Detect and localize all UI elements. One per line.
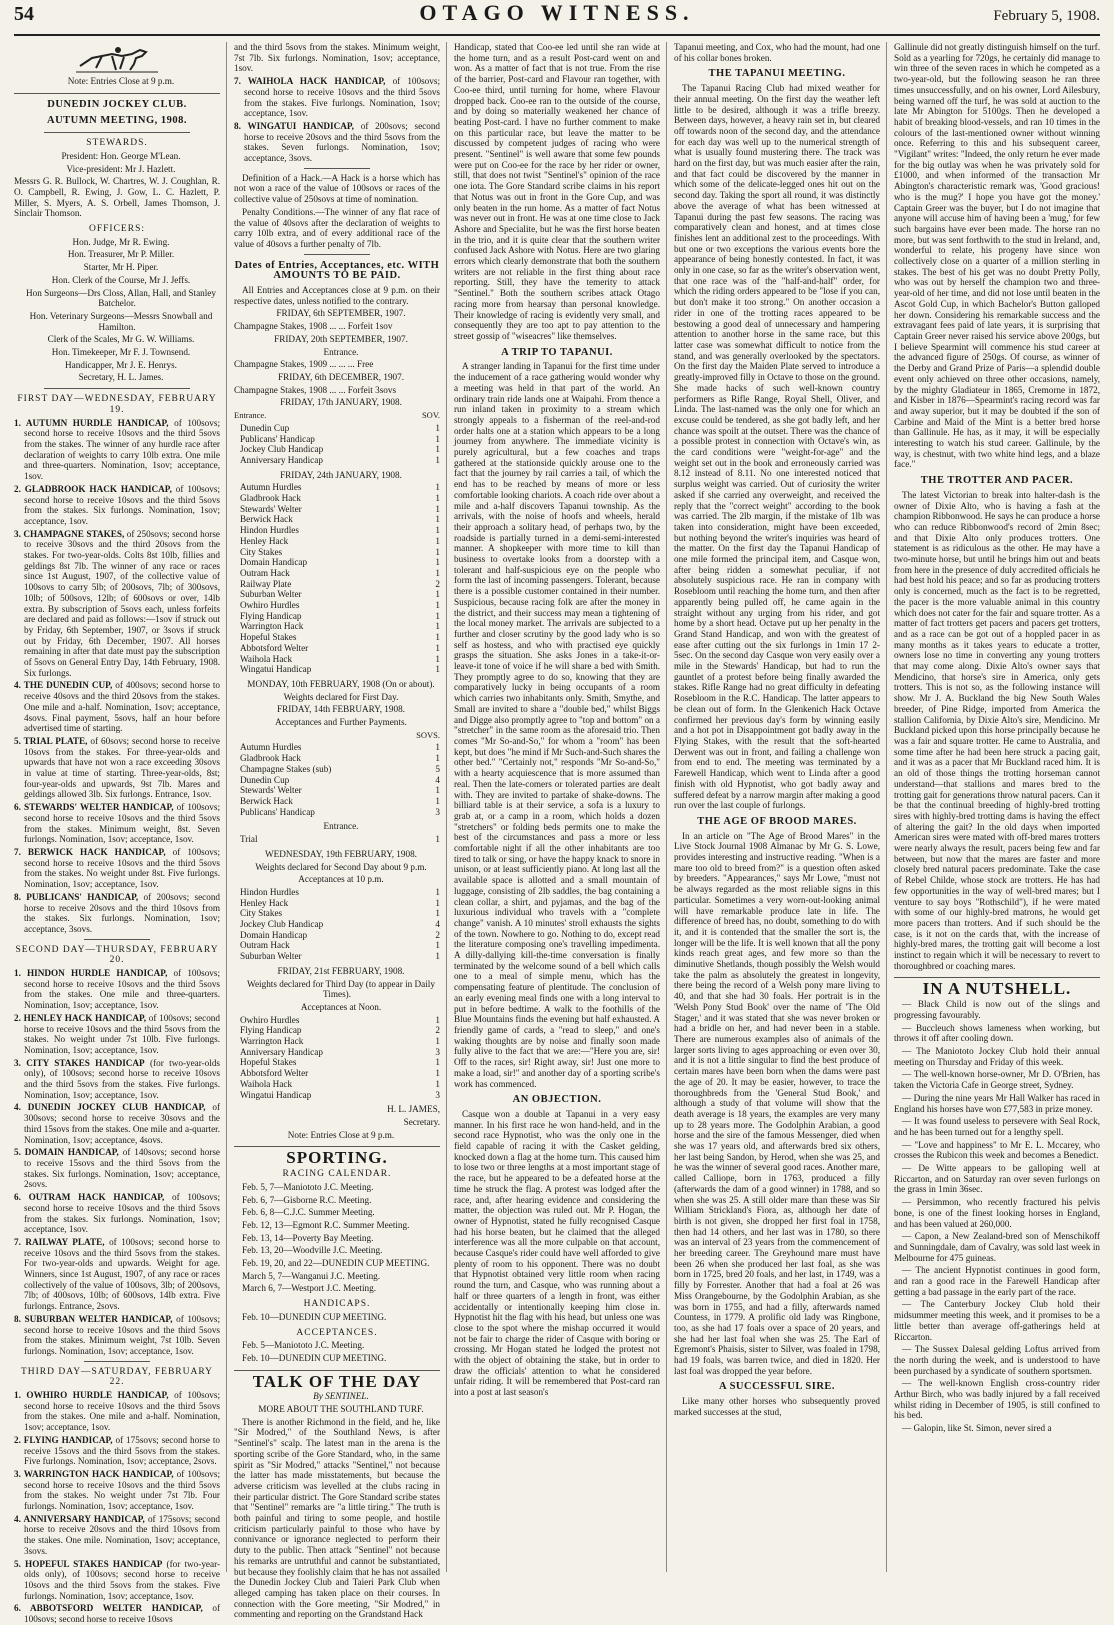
list-item: — The Sussex Dalesal gelding Loftus arrived from the north during the week, and is understood to have been purchased by a syndicate of southern sportsmen. (894, 1344, 1100, 1376)
article-subheading: MORE ABOUT THE SOUTHLAND TURF. (258, 1404, 424, 1415)
entry-row: Autumn Hurdles 1 (240, 482, 440, 493)
officer-line: Handicapper, Mr J. E. Henrys. (65, 359, 177, 370)
list-item: March 5, 7—Wanganui J.C. Meeting. (242, 1270, 381, 1281)
divider (304, 254, 370, 255)
entry-row: Publicans' Handicap 3 (240, 806, 440, 817)
date-line: Weights declared for Second Day about 9 p.m. (255, 861, 427, 872)
sporting-heading: SPORTING. (286, 1148, 388, 1168)
race-entry: 8. WINGATUI HANDICAP, of 200sovs; second horse to receive 20sovs and the third 5sovs from the stakes. Seven furlongs. Nomination, 1sov; acceptance, 3sovs. (234, 120, 441, 164)
officer-line: Clerk of the Scales, Mr G. W. Williams. (47, 334, 195, 345)
newspaper-title: OTAGO WITNESS. (419, 0, 695, 25)
race-entry: 7. BERWICK HACK HANDICAP, of 100sovs; second horse to receive 10sovs and the third 5sovs from the stakes. No weight under 8st. Five furlongs. Nomination, 1sov; acceptance, 1sov. (14, 847, 221, 890)
in-a-nutshell-heading: IN A NUTSHELL. (922, 979, 1072, 999)
list-item: Feb. 19, 20, and 22—DUNEDIN CUP MEETING. (242, 1258, 430, 1269)
list-item: — Persimmon, who recently fractured his pelvis bone, is one of the finest looking horses in England, and has been valued at 260,000. (894, 1197, 1100, 1229)
article-paragraph: The latest Victorian to break into halter-dash is the owner of Dixie Alto, who is having a fash at the champion Ribbonwood. He says he can produce a horse who can reduce Ribbonwood's record of 2min 8sec; and that Dixie Alto only produces trotters. One statement is as ridiculous as the other. He may have a two-minute horse, but until he brings him out and beats from here in the presence of duly accredited officials he had best hold his peace; and so far as producing trotters only is concerned, much as the fact is to be regretted, the pacer is the more valuable animal in this country which does not cater for the fair and square trotter. As a matter of fact trotters get pacers and pacers get trotters, and as a race can be got out of a hoppled pacer in as many months as it takes years to educate a trotter, owners lose no time in converting any young trotters that may come along. Dixie Alto's owner says that Mendicino, that horse's sire in America, only gets trotters. This is not so, as the following instance will show. Mr J. A. Buckland the big New South Wales breeder, of Pine Ridge, imported from America the stallion California, by Dixie Alto's sire, Mendicino. Mr Buckland picked upon this horse principally because he was a fair and square trotter. He came to Australia, and some time after he had been here struck a pacing gait, and it was as a pacer that Mr Buckland raced him. It is an old of those things the trotting horseman cannot understand—that stallions and mares bred to the trotting gait for generations throw natural pacers. Can it be that the continual breeding of highly-bred trotting sires with highly-bred trotting dams is having the effect of altering the gait? In the old days when imported American sires were mated with off-bred mares trotters were nearly always the result, pacers being few and far between, but now that the mares are faster and more closely bred natural pacers predominate. Take the case of Rebel Childe, whose stock are trotters. He has had few opportunities in the way of well-bred mares; but I venture to say boys "Rothschild"), if he were mated with some of our highly-bred matrons, he would get more pacers than trotters. And if such should be the case, is it not on the cards that, with the increase of highly-bred mares, the trotting gait will become a lost instinct to regain which it will be necessary to revert to thoroughbred or coaching mares. (894, 489, 1100, 971)
entry-row: Hindon Hurdles 1 (240, 886, 440, 897)
dates-intro: All Entries and Acceptances close at 9 p.m. on their respective dates, unless notified to the contrary. (234, 285, 440, 306)
entry-row: Hopeful Stakes 1 (240, 632, 440, 643)
race-entry: 8. SUBURBAN WELTER HANDICAP, of 100sovs; second horse to receive 10sovs and the third 5sovs from the stakes. Minimum weight, 7st 10lb. Seven furlongs. Nomination, 1sov; acceptance, 1sov. (14, 1313, 221, 1356)
entry-row: Outram Hack 1 (240, 940, 440, 951)
divider (234, 1146, 440, 1147)
list-item: — Buccleuch shows lameness when working, but throws it off after cooling down. (894, 1022, 1100, 1044)
list-item: — It was found useless to persevere with Seal Rock, and he has been turned out for a lengthy spell. (894, 1116, 1100, 1137)
entry-row: Suburban Welter 1 (240, 951, 440, 962)
article-paragraph: Tapanui meeting, and Cox, who had the mount, had one of his collar bones broken. (674, 42, 880, 63)
race-entry: 1. AUTUMN HURDLE HANDICAP, of 100sovs; second horse to receive 10sovs and the third 5sovs from the stakes. The winner of any hurdle race after declaration of weights to carry 10lb extra. One mile and three-quarters. Nomination, 1sov; acceptance, 1sov. (14, 417, 221, 482)
entry-row: Trial 1 (240, 834, 440, 845)
entry-row: Berwick Hack 1 (240, 514, 440, 525)
date-heading: FRIDAY, 21st FEBRUARY, 1908. (277, 965, 405, 976)
entry-row: Publicans' Handicap 1 (240, 433, 440, 444)
date-heading: MONDAY, 10th FEBRUARY, 1908 (On or about). (247, 678, 435, 689)
article-paragraph: Casque won a double at Tapanui in a very easy manner. In his first race he won hand-held, and in the second race Hypnotist, who was the only one in the field capable of racing it with the Casket gelding, knocked down a flag at the home turn. This caused him to lose two or three lengths at a most important stage of the race, but he appeared to be a defeated horse at the time he struck the flag. A protest was lodged after the race, and, after hearing evidence and considering the matter, the objection was ruled out. Mr P. Hogan, the owner of Hypnotist, stated he fully recognised Casque had his horse beaten, but he claimed that the alleged interference was all the more culpable on that account, because Casque's rider could have well afforded to give plenty of room to his opponent. There was no doubt that Hypnotist obtained very little room when racing round the turn, and Casque, who was running about a half or three quarters of a length in front, was either accidentally or intentionally keeping him close in. Hypnotist hit the flag with his head, but unless one was close to the spot where the mishap occurred it would not be fair to charge the rider of Casque with boring or crossing. Mr Hogan stated he lodged the protest not with the object of obtaining the stake, but in order to draw the officials' attention to what he considered unfair riding. It will be remembered that Post-card ran into a post at last season's (454, 1108, 660, 1398)
entry-row: Gladbrook Hack 1 (240, 753, 440, 764)
list-item: — Capon, a New Zealand-bred son of Menschikoff and Sunningdale, dam of Cavalry, was sold last week in Melbourne for 475 guineas. (894, 1231, 1100, 1263)
steward-line: Vice-president: Mr J. Hazlett. (66, 163, 176, 174)
race-entry: 2. HENLEY HACK HANDICAP, of 100sovs; second horse to receive 10sovs and the third 5sovs from the stakes. No weight under 7st 10lb. Five furlongs. Nomination, 1sov; acceptance, 1sov. (14, 1012, 220, 1055)
article-heading: THE AGE OF BROOD MARES. (697, 815, 857, 827)
steward-line: Messrs G. R. Bullock, W. Chartres, W. J. Coughlan, R. O. Campbell, R. Ewing, J. Gow, L. C. Hazlett, P. Miller, S. Myers, A. S. Orbell, James Thomson, J. Sinclair Thomson. (14, 176, 220, 219)
sov-header: SOV. (421, 410, 440, 421)
column-4 (674, 42, 887, 1572)
divider (234, 1370, 440, 1371)
date-heading: WEDNESDAY, 19th FEBRUARY, 1908. (265, 848, 417, 859)
steward-line: President: Hon. George M'Lean. (61, 150, 181, 161)
entry-row: Hopeful Stakes 1 (240, 1057, 440, 1068)
column-3 (454, 42, 667, 1572)
entry-row: Jockey Club Handicap 4 (240, 919, 440, 930)
article-paragraph: Like many other horses who subsequently proved marked successes at the stud, (674, 1396, 880, 1417)
divider (304, 168, 370, 169)
entry-row: Waihola Hack 1 (240, 653, 440, 664)
list-item: Feb. 12, 13—Egmont R.C. Summer Meeting. (242, 1219, 410, 1230)
sovs-header: SOVS. (416, 729, 440, 740)
entry-row: Suburban Welter 1 (240, 589, 440, 600)
entry-row: Dunedin Cup 4 (240, 774, 440, 785)
article-paragraph: The Tapanui Racing Club had mixed weather for their annual meeting. On the first day the weather left little to be desired, although it was a trifle breezy. Between days, however, a heavy rain set in, but cleared off towards noon of the second day, and the attendance for each day was well up to the numerical strength of what is usually found mustering there. The track was hard on the first day, but was much easier after the rain, and that fact could be discovered by the manner in which some of the delicate-legged ones hit out on the second day. Taking the sport all round, it was distinctly above the average of what has been witnessed at Tapanui during the past few seasons. The racing was comparatively clean and honest, and at times close finishes lent an additional zest to the proceedings. With but one or two exceptions the various events bore the appearance of being honestly contested. In fact, it was only in one case, so far as the writer's observation went, that one race was of the "half-and-half" order, for which the riding orders appeared to be "lose if you can, but don't make it too strong." On another occasion a rider in one of the trotting races appeared to be bestowing a good deal of unnecessary and hampering attention to another horse in the same race, but this latter case was somewhat difficult to notice from the stand, and was generally overlooked by the spectators. On the first day the Maiden Plate served to introduce a greatly-improved filly in Octave to those on the ground. She made hacks of such well-known country performers as Rifle Range, Royal Shell, Oliver, and Linda. The last-named was the only one for which an excuse could be tendered, as she got badly left, and her chance was spoilt at the outset. There was the chance of a possible protest in connection with Octave's win, as the card conditions were "weight-for-age" and the weight set out in the book and erroneously carried was 8.12 instead of 8.11. No one interested noticed that surplus weight was carried. Out of curiosity the writer asked if she carried any overweight, and received the reply that the "correct weight" according to the book was carried. The 2lb margin, if the mistake of 1lb was taken into consideration, might have been exceeded, but nothing beyond the writer's inquiries was heard of the matter. On the first day the Tapanui Handicap of one mile formed the principal item, and Casque won, after being ridden a somewhat peculiar, if not absolutely suspicious race. He ran in company with Rosebloom until reaching the home turn, and then after apparently being pulled off, he came again in the straight without any urging from his rider, and got home by a short head. Octave put up her penalty in the Grand Stand Handicap, and won with the greatest of ease after cutting out the six furlongs in 1min 17 2-5sec. On the second day Casque won very easily over a mile in the Stewards' Handicap, but had to run the gauntlet of a protest before being finally awarded the stakes. Rifle Range had no great difficulty in defeating Rosebloom in the R.C. Handicap. The latter appears to be clean out of form. In the Glenkenich Hack Octave confirmed her previous day's form by winning easily and a hot pot in Disappointment got badly away in the Flying Stakes, with the result that the soft-hearted Derwent was out in front, and failing a challenge won from end to end. The meeting was terminated by a Farewell Handicap, which went to Linda after a good finish with old Hypnotist, who got badly away and suffered defeat by a narrow margin after making a good run over the last couple of furlongs. (674, 83, 880, 811)
hack-definition: Definition of a Hack.—A Hack is a horse which has not won a race of the value of 100sovs or races of the collective value of 250sovs at time of nomination. (234, 172, 440, 205)
list-item: — The well-known horse-owner, Mr D. O'Brien, has taken the Victoria Cafe in George street, Sydney. (894, 1069, 1100, 1091)
day1-heading: FIRST DAY—WEDNESDAY, FEBRUARY 19. (17, 394, 217, 415)
race-entry: 2. GLADBROOK HACK HANDICAP, of 100sovs; second horse to receive 10sovs and the third 5sovs from the stakes. Six furlongs. Nomination, 1sov; acceptance, 1sov. (14, 483, 221, 526)
date-heading: FRIDAY, 14th FEBRUARY, 1908. (277, 704, 405, 715)
article-paragraph: Handicap, stated that Coo-ee led until she ran wide at the home turn, and as a result Post-card went on and won. As a matter of fact that is not true. From the rise of the barrier, Post-card and Flavour ran together, with Coo-ee third, until turning for home, where Flavour dropped back. Coo-ee ran to the outside of the course, and by doing so materially weakened her chance of beating Post-card. I have no further comment to make on this particular race, but leave the matter to be discussed by competent judges of racing who were present. "Sentinel" is well aware that some few pounds were put on Coo-ee for the race by her rider or owner, still, that does not twist "Sentinel's" opinion of the race one iota. The Gore Standard scribe claims in his report that Notus was out in front in the Gore Cup, and was only beaten in the run home. As a matter of fact Notus was never out in front. He was at one time close to Jack Ashore and Specialite, but he was the first horse beaten in the trio, and it is quite clear that the southern writer confused Jack Ashore with Notus. Here are two glaring errors which clearly demonstrate that both the southern writers are not reliable in the first thing about race reporting. Still, they have the temerity to attack "Sentinel." Both the southern scribes attack Otago racing more from hearsay than personal knowledge. Their knowledge of racing is evidently very small, and consequently they are too apt to pay attention to the street gossip of "wiseacres" like themselves. (454, 42, 660, 341)
officer-line: Hon. Judge, Mr R. Ewing. (72, 236, 170, 247)
entry-row: Jockey Club Handicap 1 (240, 444, 440, 455)
race-entry: 3. CHAMPAGNE STAKES, of 250sovs; second horse to receive 30sovs and the third 20sovs from the stakes. For two-year-olds. Colts 8st 10lb, fillies and geldings 8st 7lb. The winner of any race or races since 1st August, 1907, of the collective value of 100sovs to carry 5lb; of 200sovs, 7lb; of 300sovs, 10lb; of 500sovs, 12lb; of 600sovs or over, 14lb extra. By subscription of 5sovs each, unless forfeits are declared and paid as follows:—1sov if struck out by Friday, 6th September, 1907, or 3sovs if struck out by Friday, 6th December, 1907. All horses remaining in after that date must pay the subscription of 5sovs on General Entry Day, 14th February, 1908. Six furlongs. (14, 528, 220, 678)
entry-row: City Stakes 1 (240, 908, 440, 919)
acceptances-list (234, 1340, 440, 1363)
entry-row: Warrington Hack 1 (240, 621, 440, 632)
entry-row: Flying Handicap 1 (240, 610, 440, 621)
list-item: — The ancient Hypnotist continues in good form, and ran a good race in the Farewell Handicap after getting a bad passage in the early part of the race. (894, 1265, 1100, 1297)
list-item: — "Love and happiness" to Mr E. L. Mccarey, who crosses the Rubicon this week and becomes a Benedict. (894, 1139, 1100, 1161)
divider (14, 93, 220, 94)
article-paragraph: In an article on "The Age of Brood Mares" in the Live Stock Journal 1908 Almanac by Mr G. S. Lowe, provides interesting and instructive reading. "When is a mare too old to breed from?" is a question often asked by breeders. "Appearances," says Mr Lowe, "must not be always regarded as the most reliable signs in this particular. Sometimes a very worn-out-looking animal will have remarkable produce late in life. The difference of breed has, no doubt, something to do with it, and it is contended that the smaller the sort is, the longer will be the life. It is well known that all the pony kinds reach great ages, and few more so than the diminutive Shetlands, though possibly the Welsh would take the palm as absolutely the greatest in longevity, there being the record of a Welsh pony mare living to 40, and that she had 30 foals. Her portrait is in the 'Welsh Pony Stud Book' over the name of 'The Old Stager,' and it was stated that she was never broken or had a bridle on her, and had never been in a stable. There are numerous examples also of animals of the larger sorts living to ages approaching or even over 30, and it is not a little singular to find the best produce of certain mares have been born when the dams were past the age of 20. It may be easier, however, to trace the thoroughbreds from the 'General Stud Book,' and although a study of that volume will show that the death average is 18 years, the examples are very many up to 28 years more. The Godolphin Arabian, a good horse and the sire of the famous Messenger, died when she was 17 years old, and afterwards bred six others, her last being Sandon, by Herod, when she was 25, and he was the winner of several good races. Another mare, called Calliope, born in 1763, produced a filly (afterwards the dam of a good winner) in 1788, and so when she was 25. A still older mare than these was Sir William Strickland's Fiora, as, although her date of birth is not given, she dropped her first foal in 1758, then had 14 others, and her last was in 1780, so there was an interval of 23 years from the commencement of her breeding career. The Greyhound mare must have been 26 when she produced her last foal, as she was born in 1725, bred 20 foals, and her last, in 1749, was a filly by Forrester. Another that had a foal at 26 was Miss Orangebourne, by the Godolphin Arabian, as she was born in 1755, and had a filly, afterwards named Countess, in 1779. A prolific old lady was Ringbone, too, as she had 17 foals over a space of 20 years, and she had her last foal when she was 25. The Earl of Egremont's Phaisis, sister to Silver, was foaled in 1798, had 19 foals, was barren twice, and died in 1820. Her last foal was dropped the year before. (674, 830, 880, 1376)
entry-row: Hindon Hurdles 1 (240, 525, 440, 536)
list-item: Feb. 10—DUNEDIN CUP MEETING. (242, 1311, 387, 1322)
list-item: Feb. 6, 7—Gisborne R.C. Meeting. (242, 1194, 372, 1205)
entry-row: Henley Hack 1 (240, 897, 440, 908)
list-item: Feb. 6, 8—C.J.C. Summer Meeting. (242, 1207, 375, 1218)
column-5 (894, 42, 1100, 1572)
entries-feb14 (240, 742, 440, 817)
article-paragraph: There is another Richmond in the field, and he, like "Sir Modred," of the Southland News, is after "Sentinel's" scalp. The latest man in the arena is the sporting scribe of the Gore Standard, who, in the same spirit as "Sir Modred," attacks "Sentinel," not because the latter has made misstatements, but because the adverse criticism was levelled at the clubs racing in their particular district. The Gore Standard scribe states that "Sentinel" remarks are "a little tiring." The truth is both painful and tiring to some people, and hostile criticism particularly painful to those who have by connivance or ignorance neglected to perform their duty to the public. Then attack "Sentinel" not because his remarks are untruthful and cannot be substantiated, but because they foolishly claim that he has not assailed the Dunedin Jockey Club and Taieri Park Club when alleged camping has taken place on their courses. In connection with the Gore meeting, "Sir Modred," in commenting and reporting on the Grandstand Hack (234, 1416, 440, 1620)
entry-row: Berwick Hack 1 (240, 796, 440, 806)
entry-row: Flying Handicap 2 (240, 1025, 440, 1036)
entry-row: Abbotsford Welter 1 (240, 1068, 440, 1079)
list-item: Feb. 5, 7—Maniototo J.C. Meeting. (242, 1181, 374, 1192)
list-item: — During the nine years Mr Hall Walker has raced in England his horses have won £77,583 in prize money. (894, 1092, 1100, 1114)
entries-jan17 (240, 423, 440, 466)
officer-line: Hon. Treasurer, Mr P. Miller. (67, 249, 175, 260)
racing-calendar (234, 1182, 440, 1294)
date-line: Acceptances at 10 p.m. (298, 874, 384, 885)
entries-note: Note: Entries Close at 9 p.m. (287, 1129, 395, 1140)
handicaps-heading: HANDICAPS. (303, 1299, 371, 1310)
list-item: — The Maniototo Jockey Club hold their annual meeting on Thursday and Friday of this week. (894, 1045, 1100, 1067)
date-line: Champagne Stakes, 1908 ... ... Forfeit 3sovs (234, 384, 397, 395)
entry-row: Railway Plate 2 (240, 578, 440, 589)
list-item: Feb. 10—DUNEDIN CUP MEETING. (242, 1352, 387, 1363)
entry-row: Abbotsford Welter 1 (240, 642, 440, 653)
date-line: Champagne Stakes, 1909 ... ... ... Free (234, 359, 374, 370)
entry-row: Henley Hack 1 (240, 535, 440, 546)
officer-line: Hon. Clerk of the Course, Mr J. Jeffs. (51, 274, 191, 285)
article-heading: A SUCCESSFUL SIRE. (718, 1381, 836, 1393)
entrance-label: Entrance. (323, 821, 359, 832)
race-entry: 6. ABBOTSFORD WELTER HANDICAP, of 100sovs; second horse to receive 10sovs (14, 1603, 220, 1625)
list-item: — The well-known English cross-country rider Arthur Birch, who was badly injured by a fall received whilst riding in December of 1905, is still confined to his bed. (894, 1378, 1100, 1421)
list-item: — Galopin, like St. Simon, never sired a (902, 1423, 1052, 1434)
list-item: Feb. 5—Maniototo J.C. Meeting. (242, 1340, 365, 1351)
entry-row: Wingatui Handicap 3 (240, 1089, 440, 1100)
list-item: Feb. 13, 14—Poverty Bay Meeting. (242, 1232, 374, 1243)
date-line: Weights declared for Third Day (to appear in Daily Times). (247, 978, 435, 1000)
entry-row: Anniversary Handicap 1 (240, 454, 440, 465)
race-entry: 3. CITY STAKES HANDICAP (for two-year-olds only), of 100sovs; second horse to receive 10sovs and the third 5sovs from the stakes. Five furlongs. Nomination, 1sov; acceptance, 1sov. (14, 1057, 220, 1100)
divider (84, 939, 150, 940)
secretary-title: Secretary. (403, 1116, 440, 1127)
entry-row: Stewards' Welter 1 (240, 785, 440, 796)
day2-heading: SECOND DAY—THURSDAY, FEBRUARY 20. (15, 944, 219, 966)
officer-line: Secretary, H. L. James. (78, 372, 164, 383)
divider (44, 388, 190, 389)
racing-calendar-heading: RACING CALENDAR. (282, 1169, 392, 1180)
secretary-name: H. L. JAMES, (387, 1104, 440, 1115)
date-heading: FRIDAY, 17th JANUARY, 1908. (280, 397, 402, 408)
column-1 (14, 42, 227, 1625)
entry-row: Waihola Hack 1 (240, 1078, 440, 1089)
list-item: March 6, 7—Westport J.C. Meeting. (242, 1283, 376, 1294)
race-entry: 4. THE DUNEDIN CUP, of 400sovs; second horse to receive 40sovs and the third 20sovs from the stakes. One mile and a-half. Nomination, 1sov; acceptance, 4sovs. Final payment, 5sovs, half an hour before advertised time of starting. (14, 680, 221, 734)
article-heading: A TRIP TO TAPANUI. (501, 346, 613, 358)
date-heading: FRIDAY, 20th SEPTEMBER, 1907. (274, 333, 408, 344)
article-heading: AN OBJECTION. (512, 1094, 602, 1106)
dates-heading: Dates of Entries, Acceptances, etc. WITH AMOUNTS TO BE PAID. (234, 259, 440, 282)
divider (84, 1361, 150, 1362)
nutshell-list (894, 999, 1100, 1434)
race-entry: 3. WARRINGTON HACK HANDICAP, of 100sovs; second horse to receive 10sovs and the third 5sovs from the stakes. No weight under 7st 7lb. Four furlongs. Nomination, 1sov; acceptance, 1sov. (14, 1468, 221, 1512)
divider (894, 977, 1100, 978)
entrance-label: Entrance. (234, 410, 267, 421)
date-heading: FRIDAY, 6th DECEMBER, 1907. (277, 371, 405, 382)
entries-feb19 (240, 887, 440, 962)
entry-row: Owhiro Hurdles 1 (240, 1014, 440, 1025)
date-heading: FRIDAY, 6th SEPTEMBER, 1907. (276, 308, 406, 319)
article-paragraph: A stranger landing in Tapanui for the first time under the inducement of a race gathering would wonder why a meeting was held in that part of the world. An ordinary train ride lands one at Waipahi. From thence a run inland taken in proximity to a stream which strongly appeals to a fisherman of the reel-and-rod order halts one at a station which appears to be a long journey from anywhere. The immediate vicinity is purely agricultural, but a few coaches and traps gathered at the stationside quickly arouse one to the fact that the journey by rail carries a tail, of which the end has to be reached by means of more or less comfortable looking chariots. A coach ride over about a mile and a-half discovers Tapanui township. As the arrivals, with the noise of hoofs and wheels, herald their approach a solitary head, of perhaps two, by the roadside is partially turned in a demi-semi-interested manner. A shopkeeper with more time to kill than business to overtake looks from a doorstep with a tolerant and half-suspicious eye on the people who form the last of incoming passengers. Tolerant, because there is a possible customer contained in their number. Suspicious, because racing folk are after the money in the district, and their success may mean a tightening of the local money market. The arrivals are subjected to a further and closer scrutiny by the good lady who is so self as hostess, and who with practised eye quickly grasps the situation. She asks Jones in a take-it-or-leave-it tone of voice if he will share a bed with Smith. They promptly agree to do so, knowing that they are comparatively lucky in being occupants of a room which carries two inhabitants only. Smith, Smythe, and Small are invited to share a "double bed," whilst Biggs and Digge also promptly agree to "top and bottom" on a "stretcher" in the same room as the aforesaid trio. Then comes "Mr So-and-So," for whom a "room" has been kept, but does "he mind if Mr Such-and-Such shares the other bed." "Certainly not," responds "Mr So-and-So," with a hearty acquiescence that is more assumed than real. Then the late-comers or tolerated parties are dealt with. They are invited to partake of shake-downs. The billiard table is at their service, a sofa is a luxury to grab at, or a camp in a room, which holds a dozen "stretchers" or folding beds permits one to make the best of the circumstances and pass a more or less comfortable night if all the other inhabitants are too tired to talk or sing, or have the happy knack to snore in unison, or at least sufficiently piano. At long last all the available space is allotted and a small mountain of luggage, consisting of 2lb saddles, the bag containing a clean collar, a shirt, and pyjamas, and the bag of the luxurious individual who travels with a "complete change" vanish. A 10 minutes' stroll exhausts the sights of the town. Nowhere to go. Nothing to do, except read the literature composing one's travelling impedimenta. A dilly-dallying kill-the-time conversation is finally terminated by the welcome sound of a bell which calls one to a meal of simple menu, which has the compensating feature of plentitude. The conclusion of an early evening meal finds one with a long interval to put in before bedtime. A walk to the foothills of the Blue Mountains finds the evening but half exhausted. A friendly game of cards, a "read to sleep," and one's waking thoughts are by noise and finally soon made fully alive to the fact that we are:—"Here you are, sir! Off to the races, sir! Right away, sir! Just one more to make a load, sir!" and another day of a sporting scribe's work has commenced. (454, 361, 661, 1089)
handicaps-list (234, 1312, 440, 1323)
race-entry: 1. OWHIRO HURDLE HANDICAP, of 100sovs; second horse to receive 10sovs and the third 5sovs from the stakes. One mile and a-half. Nomination, 1sov; acceptance, 1sov. (14, 1390, 221, 1433)
entry-row: Owhiro Hurdles 1 (240, 600, 440, 611)
issue-date: February 5, 1908. (993, 8, 1100, 24)
race-entry: 5. HOPEFUL STAKES HANDICAP (for two-year-olds only), of 100sovs; second horse to receive 10sovs and the third 5sovs from the stakes. Five furlongs. Nomination, 1sov; acceptance, 1sov. (14, 1558, 221, 1601)
date-line: Weights declared for First Day. (283, 691, 399, 702)
entries-note: Note: Entries Close at 9 p.m. (67, 76, 175, 86)
meeting-title: AUTUMN MEETING, 1908. (46, 115, 187, 127)
entry-row: Dunedin Cup 1 (240, 422, 440, 433)
race-entry: 6. STEWARDS' WELTER HANDICAP, of 100sovs; second horse to receive 10sovs and the third 5sovs from the stakes. Minimum weight, 8st. Seven furlongs. Nomination, 1sov; acceptance, 1sov. (14, 802, 220, 845)
date-heading: FRIDAY, 24th JANUARY, 1908. (280, 469, 402, 480)
date-line: Champagne Stakes, 1908 ... ... Forfeit 1sov (234, 321, 393, 332)
officer-line: Hon. Veterinary Surgeons—Messrs Snowball and Hamilton. (29, 310, 213, 332)
race-continuation: and the third 5sovs from the stakes. Minimum weight, 7st 7lb. Six furlongs. Nomination, 1sov; acceptance, 1sov. (234, 42, 440, 74)
entries-jan24 (240, 482, 440, 675)
talk-of-the-day-heading: TALK OF THE DAY (252, 1371, 422, 1391)
list-item: Feb. 13, 20—Woodville J.C. Meeting. (242, 1245, 383, 1256)
article-paragraph: Gallinule did not greatly distinguish himself on the turf. Sold as a yearling for 720gs, he certainly did manage to win three of the seven races in which he competed as a two-year-old, but the following season he ran three times unsuccessfully, and on his owner, Lord Ailesbury, being warned off the turf, he was sold at auction to the late Mr Abington for 5100gs. Then he developed a habit of breaking blood-vessels, and ran 10 times in the colours of the last-mentioned owner without winning once. Referring to this and his subsequent career, "Vigilant" writes: "Indeed, the only return he ever made for the big outlay was when he was privately sold for £1000, and when informed of the transaction Mr Abington's characteristic remark was, 'Good gracious! who is the mug?' I hope you have got the money.' Captain Greer was the buyer, but I do not imagine that anyone will accuse him of having been a 'mug,' for few such bargains have ever been made. The horse ran no more, but was sent forthwith to the stud in Ireland, and, wonderful to relate, his progeny have since won collectively close on a quarter of a million sterling in stakes. The best of his get was no doubt Pretty Polly, who was out by herself the champion two and three-year-old of her time, and did not lose until beaten in the Ascot Gold Cup, in which Bachelor's Button galloped her down. Considering his remarkable success and the extravagant fees paid of late years, it is surprising that Captain Greer never raised his service above 200gs, but I believe Spearmint will commence his stud career at the advanced figure of 250gs. Of course, as winner of the Derby and Grand Prize of Paris—a splendid double event only achieved on three other occasions, namely, by the mighty Gladiateur in 1865, Cremorne in 1872, and Kisber in 1876—Spearmint's racing record was far and away superior, but it may be doubted if the son of Carbine and Maid of the Mint is a better bred horse than Gallinule. He has, as it may, it will be especially interesting to watch his stud career. Gallinule, by the way, is chestnut, with two white hind legs, and a blaze face." (894, 42, 1100, 470)
divider (44, 132, 190, 133)
entry-row: Outram Hack 1 (240, 567, 440, 578)
race-entry: 7. RAILWAY PLATE, of 100sovs; second horse to receive 10sovs and the third 5sovs from the stakes. For two-year-olds and upwards. Weight for age. Winners, since 1st August, 1907, of any race or races collectively of the value of 100sovs, 3lb; of 200sovs, 7lb; of 400sovs, 10lb; of 600sovs, 14lb extra. Five furlongs. Entrance, 2sovs. (14, 1236, 220, 1312)
article-heading: THE TROTTER AND PACER. (920, 475, 1074, 487)
officers-heading: OFFICERS: (89, 224, 145, 235)
day3-heading: THIRD DAY—SATURDAY, FEBRUARY 22. (20, 1366, 214, 1388)
entry-row: Warrington Hack 1 (240, 1036, 440, 1047)
page-number: 54 (14, 3, 34, 25)
date-line: Acceptances at Noon. (300, 1001, 382, 1012)
entry-row: City Stakes 1 (240, 546, 440, 557)
racehorse-icon (14, 44, 220, 74)
officer-line: Hon. Timekeeper, Mr F. J. Townsend. (51, 347, 191, 358)
list-item: — Black Child is now out of the slings and progressing favourably. (894, 999, 1100, 1020)
entry-row: Gladbrook Hack 1 (240, 493, 440, 504)
race-entry: 4. DUNEDIN JOCKEY CLUB HANDICAP, of 300sovs; second horse to receive 30sovs and the third 15sovs from the stakes. One mile and a-quarter. Nomination, 1sov; acceptance, 4sovs. (14, 1102, 220, 1145)
columns (14, 42, 1100, 1625)
entries-feb21 (240, 1015, 440, 1101)
acceptances-heading: ACCEPTANCES. (296, 1327, 378, 1338)
masthead (14, 0, 1100, 36)
race-entry: 6. OUTRAM HACK HANDICAP, of 100sovs; second horse to receive 10sovs and the third 5sovs from the stakes. Six furlongs. Nomination, 1sov; acceptance, 1sov. (14, 1192, 221, 1235)
date-line: Acceptances and Further Payments. (275, 717, 407, 728)
race-entry: 4. ANNIVERSARY HANDICAP, of 175sovs; second horse to receive 20sovs and the third 10sovs from the stakes. One mile. Nomination, 1sov; acceptance, 3sovs. (14, 1513, 221, 1556)
stewards-heading: STEWARDS. (86, 138, 148, 149)
byline: By SENTINEL. (313, 1391, 369, 1402)
entry-row: Autumn Hurdles 1 (240, 742, 440, 753)
race-entry: 5. TRIAL PLATE, of 60sovs; second horse to receive 10sovs from the stakes. For three-year-olds and upwards that have not won a race exceeding 30sovs in value at time of starting. Three-year-olds, 8st; four-year-olds and upwards, 9st 7lb. Mares and geldings allowed 3lb. Six furlongs. Entrance, 1sov. (14, 735, 220, 800)
race-entry: 8. PUBLICANS' HANDICAP, of 200sovs; second horse to receive 20sovs and the third 10sovs from the stakes. Six furlongs. Nomination, 1sov; acceptance, 3sovs. (14, 891, 221, 934)
entry-row: Anniversary Handicap 3 (240, 1046, 440, 1057)
officer-line: Hon Surgeons—Drs Closs, Allan, Hall, and Stanley Batchelor. (26, 287, 216, 309)
entry-row: Champagne Stakes (sub) 5 (240, 763, 440, 774)
entry-row: Stewards' Welter 1 (240, 503, 440, 514)
race-entry: 1. HINDON HURDLE HANDICAP, of 100sovs; second horse to receive 10sovs and the third 5sovs from the stakes. One mile and three-quarters. Nomination, 1sov; acceptance, 1sov. (14, 968, 221, 1011)
article-heading: THE TAPANUI MEETING. (708, 68, 846, 80)
race-entry: 2. FLYING HANDICAP, of 175sovs; second horse to receive 15sovs and the third 5sovs from the stakes. Five furlongs. Nomination, 1sov; acceptance, 2sovs. (14, 1434, 221, 1467)
officer-line: Starter, Mr H. Piper. (83, 262, 159, 273)
list-item: — De Witte appears to be galloping well at Riccarton, and on Saturday ran over seven furlongs on the grass in 1min 36sec. (894, 1163, 1100, 1195)
list-item: — The Canterbury Jockey Club hold their midsummer meeting this week, and it promises to be a little better than average off-gatherings held at Riccarton. (894, 1299, 1100, 1342)
race-entry: 5. DOMAIN HANDICAP, of 140sovs; second horse to receive 15sovs and the third 5sovs from the stakes. Six furlongs. Nomination, 1sov; acceptance, 2sovs. (14, 1147, 221, 1190)
penalty-conditions: Penalty Conditions.—The winner of any flat race of the value of 40sovs after the declaration of weights to carry 10lb extra, and of every additional race of the value of 40sovs a further penalty of 7lb. (234, 206, 440, 249)
club-title: DUNEDIN JOCKEY CLUB. (47, 98, 187, 110)
entry-row: Wingatui Handicap 1 (240, 664, 440, 675)
race-entry: 7. WAIHOLA HACK HANDICAP, of 100sovs; second horse to receive 10sovs and the third 5sovs from the stakes. Five furlongs. Nomination, 1sov; acceptance, 1sov. (234, 76, 441, 119)
entry-row: Domain Handicap 1 (240, 557, 440, 568)
column-2 (234, 42, 447, 1620)
entrance-label: Entrance. (323, 346, 359, 357)
entry-row: Domain Handicap 2 (240, 929, 440, 940)
